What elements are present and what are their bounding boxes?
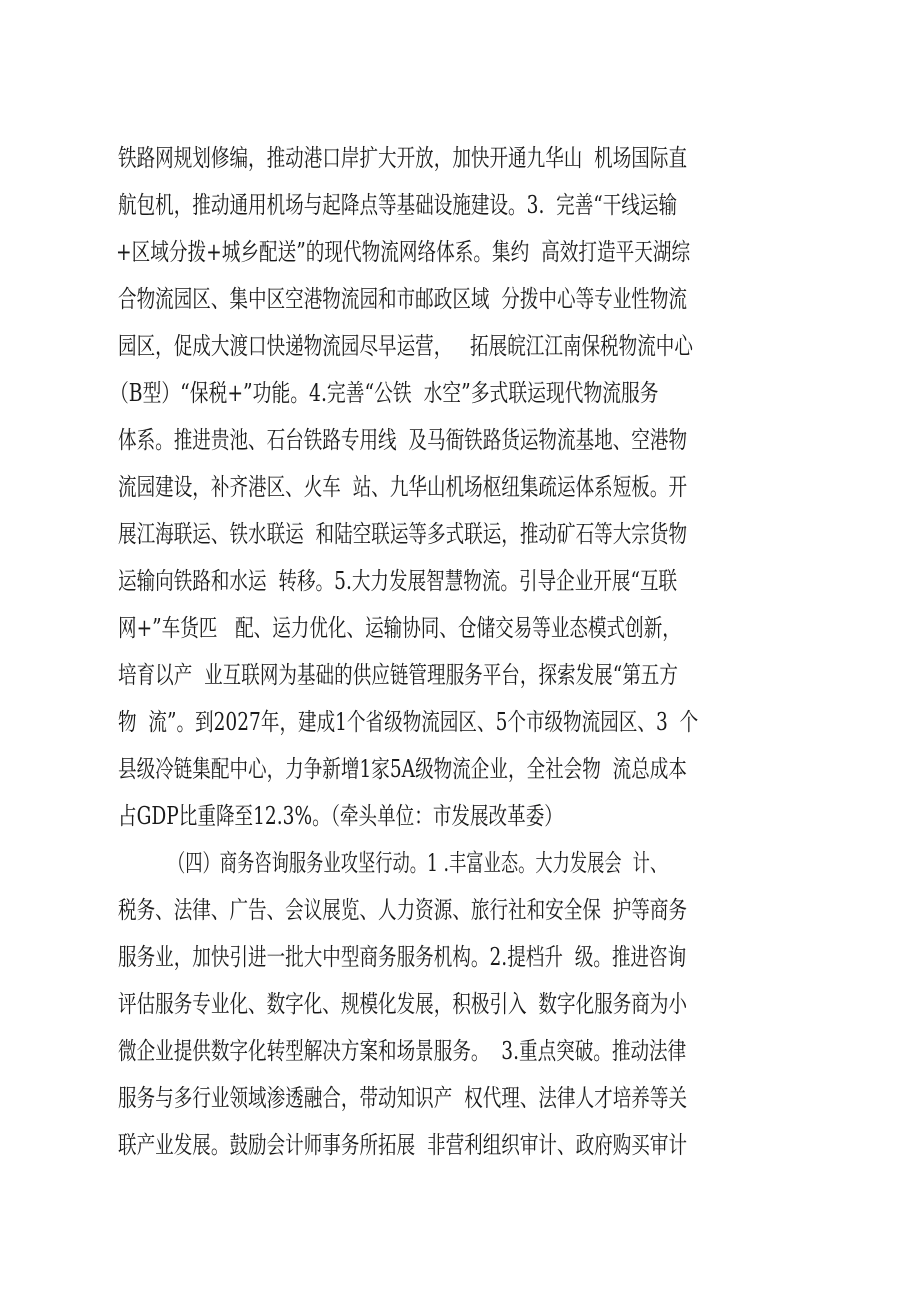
text-line: 运输向铁路和水运 转移。5.大力发展智慧物流。引导企业开展“互联 bbox=[118, 567, 678, 595]
text-line: 流园建设，补齐港区、火车 站、九华山机场枢纽集疏运体系短板。开 bbox=[118, 473, 688, 501]
text-line: 网+”车货匹 配、运力优化、运输协同、仓储交易等业态模式创新， bbox=[118, 614, 681, 642]
text-line: 铁路网规划修编，推动港口岸扩大开放，加快开通九华山 机场国际直 bbox=[118, 144, 688, 172]
text-line: 评估服务专业化、数字化、规模化发展，积极引入 数字化服务商为小 bbox=[118, 990, 688, 1018]
text-line: 展江海联运、铁水联运 和陆空联运等多式联运，推动矿石等大宗货物 bbox=[118, 520, 688, 548]
text-line: 体系。推进贵池、石台铁路专用线 及马衙铁路货运物流基地、空港物 bbox=[118, 426, 688, 454]
text-line: 航包机，推动通用机场与起降点等基础设施建设。3. 完善“干线运输 bbox=[118, 191, 678, 219]
text-line: 服务与多行业领域渗透融合，带动知识产 权代理、法律人才培养等关 bbox=[118, 1084, 688, 1112]
paragraph-heading-line: （四）商务咨询服务业攻坚行动。1 .丰富业态。大力发展会 计、 bbox=[168, 849, 668, 877]
text-line: +区域分拨+城乡配送”的现代物流网络体系。集约 高效打造平天湖综 bbox=[116, 238, 691, 266]
text-line: 联产业发展。鼓励会计师事务所拓展 非营利组织审计、政府购买审计 bbox=[118, 1131, 688, 1159]
text-line: 微企业提供数字化转型解决方案和场景服务。 3.重点突破。推动法律 bbox=[118, 1037, 687, 1065]
text-line: 县级冷链集配中心，力争新增1家5A级物流企业，全社会物 流总成本 bbox=[118, 755, 687, 783]
text-line: 园区，促成大渡口快递物流园尽早运营， 拓展皖江江南保税物流中心 bbox=[118, 332, 693, 360]
text-line: 服务业，加快引进一批大中型商务服务机构。2.提档升 级。推进咨询 bbox=[118, 943, 687, 971]
text-line: 培育以产 业互联网为基础的供应链管理服务平台，探索发展“第五方 bbox=[118, 661, 678, 689]
text-line: （B型）“保税+”功能。4.完善“公铁 水空”多式联运现代物流服务 bbox=[110, 379, 659, 407]
text-line: 合物流园区、集中区空港物流园和市邮政区域 分拨中心等专业性物流 bbox=[118, 285, 688, 313]
text-line: 占GDP比重降至12.3%。（牵头单位：市发展改革委） bbox=[118, 802, 563, 830]
text-line: 税务、法律、广告、会议展览、人力资源、旅行社和安全保 护等商务 bbox=[118, 896, 688, 924]
text-line: 物 流”。到2027年，建成1个省级物流园区、5个市级物流园区、3 个 bbox=[118, 708, 699, 736]
